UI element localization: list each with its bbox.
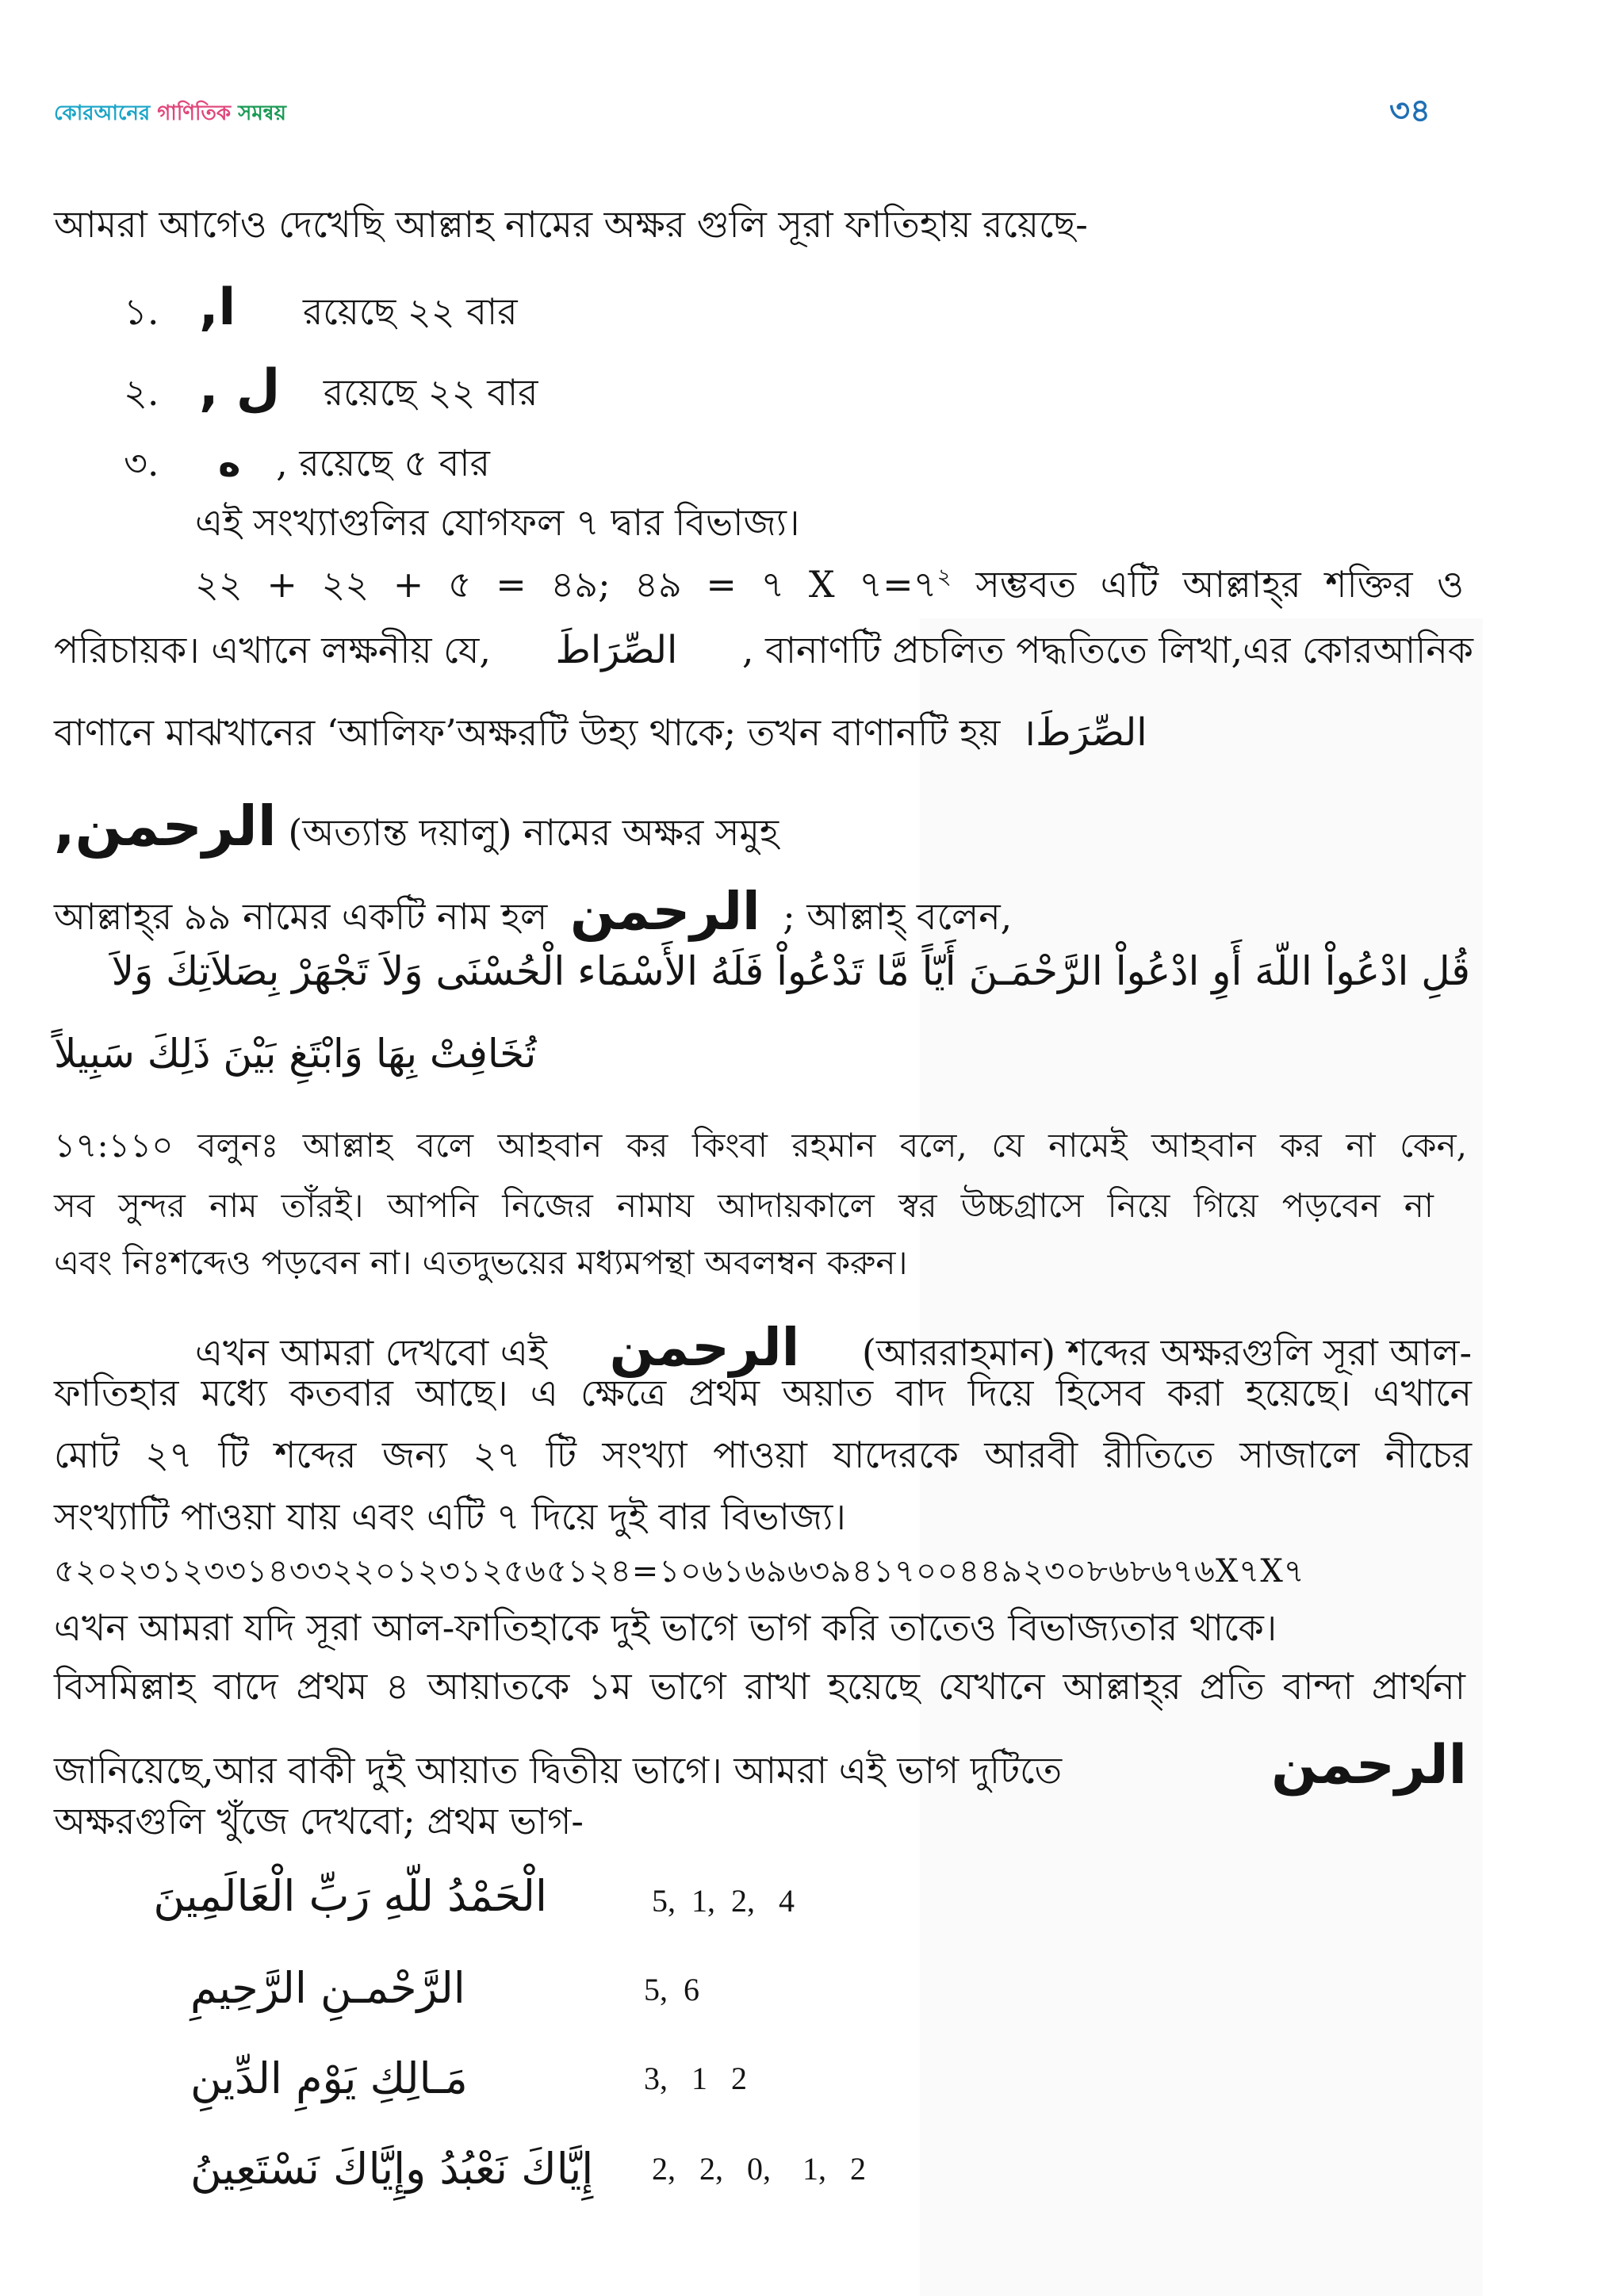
para3-line3 <box>54 1733 1467 1798</box>
equation-rest: সম্ভবত এটি আল্লাহ্‌র শক্তির ও <box>951 563 1464 606</box>
ayat-row-3-numbers: 3, 1 2 <box>644 2061 747 2096</box>
letter-glyph: ا, <box>199 278 236 337</box>
rahman-heading-text: (অত্যান্ত দয়ালু) নামের অক্ষর সমুহ <box>288 811 779 854</box>
para3-line1: এখন আমরা যদি সূরা আল-ফাতিহাকে দুই ভাগে ভাগ করি তাতেও বিভাজ্যতার থাকে। <box>54 1606 1277 1649</box>
para2-arabic: الرحمن <box>609 1317 800 1378</box>
para1-line2-end: , বানাণটি প্রচলিত পদ্ধতিতে লিখা,এর কোরআনিক <box>741 629 1473 672</box>
translation-line-2: সব সুন্দর নাম তাঁরই। আপনি নিজের নামায আদায়কালে স্বর উচ্চগ্রাসে নিয়ে গিয়ে পড়বেন না <box>54 1186 1434 1225</box>
para2-line1 <box>195 1316 1472 1379</box>
sum-divisible-line: এই সংখ্যাগুলির যোগফল ৭ দ্বার বিভাজ্য। <box>195 501 800 544</box>
letter-glyph: ل , <box>199 359 281 418</box>
translation-line-1: ১৭:১১০ বলুনঃ আল্লাহ বলে আহবান কর কিংবা রহমান বলে, যে নামেই আহবান কর না কেন, <box>54 1126 1467 1165</box>
ayat-row-1-numbers: 5, 1, 2, 4 <box>652 1883 795 1919</box>
para3-line4: অক্ষরগুলি খুঁজে দেখবো; প্রথম ভাগ- <box>54 1800 584 1843</box>
equation-main: ২২ + ২২ + ৫ = ৪৯; ৪৯ = ৭ X ৭=৭ <box>195 563 937 606</box>
header-title-part3: সমন্বয় <box>238 101 286 125</box>
ayat-row-1-arabic: الْحَمْدُ للّهِ رَبِّ الْعَالَمِينَ <box>153 1871 547 1921</box>
rahman-heading-arabic: الرحمن, <box>54 794 277 859</box>
names-line-end: ; আল্লাহ্‌ বলেন, <box>783 895 1013 938</box>
ayat-row-2-arabic: الرَّحْمـنِ الرَّحِيمِ <box>190 1963 465 2013</box>
names-line-start: আল্লাহ্‌র ৯৯ নামের একটি নাম হল <box>54 895 548 938</box>
para3-line3-text: জানিয়েছে,আর বাকী দুই আয়াত দ্বিতীয় ভাগে। আমরা এই ভাগ দুটিতে <box>54 1749 1063 1792</box>
letter-number: ১. <box>124 290 159 333</box>
page-number: ৩৪ <box>1389 93 1431 129</box>
ayat-row-3-arabic: مَـالِكِ يَوْمِ الدِّينِ <box>190 2053 468 2103</box>
para2-end: (আররাহমান) শব্দের অক্ষরগুলি সূরা আল- <box>862 1331 1472 1374</box>
para1-line3-text: বাণানে মাঝখানের ‘আলিফ’অক্ষরটি উহ্য থাকে; তখন বাণানটি হয় <box>54 711 1001 754</box>
para1-line2 <box>54 628 1473 674</box>
letter-number: ২. <box>124 371 159 414</box>
big-number: ৫২০২৩১২৩৩১৪৩৩২২০১২৩১২৫৬৫১২৪=১০৬১৬৯৬৩৯৪১৭০০৪৪৯২৩০৮৬৮৬৭৬X৭X৭ <box>54 1553 1305 1590</box>
letter-count: , রয়েছে ৫ বার <box>276 442 490 484</box>
para2-start: এখন আমরা দেখবো এই <box>195 1331 547 1374</box>
letter-glyph: ه <box>218 441 241 485</box>
letter-item-1 <box>124 277 518 339</box>
intro-line: আমরা আগেও দেখেছি আল্লাহ নামের অক্ষর গুলি সূরা ফাতিহায় রয়েছে- <box>54 203 1088 246</box>
running-header <box>54 97 286 132</box>
ayat-row-4-arabic: إِيَّاكَ نَعْبُدُ وإِيَّاكَ نَسْتَعِينُ <box>190 2144 594 2194</box>
para3-arabic: الرحمن <box>1271 1734 1467 1797</box>
para1-line3 <box>54 710 1147 756</box>
sirat-quranic-arabic: الصِّرَطَ। <box>1021 710 1147 755</box>
ayat-row-4-numbers: 2, 2, 0, 1, 2 <box>652 2151 866 2187</box>
letter-count: রয়েছে ২২ বার <box>302 290 518 333</box>
sirat-arabic: الصِّرَاطَ <box>555 628 678 672</box>
verse-line-2: تُخَافِتْ بِهَا وَابْتَغِ بَيْنَ ذَلِكَ سَبِيلاً <box>54 1031 537 1077</box>
verse-line-1: قُلِ ادْعُواْ اللّهَ أَوِ ادْعُواْ الرَّحْمَـنَ أَيّاً مَّا تَدْعُواْ فَلَهُ الأَسْمَاء الْحُسْنَى وَلاَ تَجْهَرْ بِصَلاَتِكَ وَلاَ <box>111 948 1470 994</box>
letter-item-2 <box>124 358 538 419</box>
ayat-row-2-numbers: 5, 6 <box>644 1972 699 2007</box>
letter-number: ৩. <box>124 442 159 484</box>
para2-line3: মোট ২৭ টি শব্দের জন্য ২৭ টি সংখ্যা পাওয়া যাদেরকে আরবী রীতিতে সাজালে নীচের <box>54 1433 1472 1476</box>
translation-line-3: এবং নিঃশব্দেও পড়বেন না। এতদুভয়ের মধ্যমপন্থা অবলম্বন করুন। <box>54 1243 908 1282</box>
letter-count: রয়েছে ২২ বার <box>323 371 538 414</box>
para3-line2: বিসমিল্লাহ বাদে প্রথম ৪ আয়াতকে ১ম ভাগে রাখা হয়েছে যেখানে আল্লাহ্‌র প্রতি বান্দা প্রার্থনা <box>54 1665 1465 1708</box>
names-line <box>54 880 1012 943</box>
letter-item-3 <box>124 441 490 487</box>
para1-line2-start: পরিচায়ক। এখানে লক্ষনীয় যে, <box>54 629 491 672</box>
header-title-part1: কোরআনের <box>54 101 158 125</box>
equation-superscript: ২ <box>936 563 952 590</box>
para2-line4: সংখ্যাটি পাওয়া যায় এবং এটি ৭ দিয়ে দুই বার বিভাজ্য। <box>54 1495 846 1538</box>
rahman-heading <box>54 793 779 859</box>
names-line-arabic: الرحمن <box>569 881 760 942</box>
para2-line2: ফাতিহার মধ্যে কতবার আছে। এ ক্ষেত্রে প্রথম অয়াত বাদ দিয়ে হিসেব করা হয়েছে। এখানে <box>54 1372 1472 1414</box>
equation-line <box>195 563 1464 607</box>
header-title-part2: গাণিতিক <box>157 101 239 125</box>
